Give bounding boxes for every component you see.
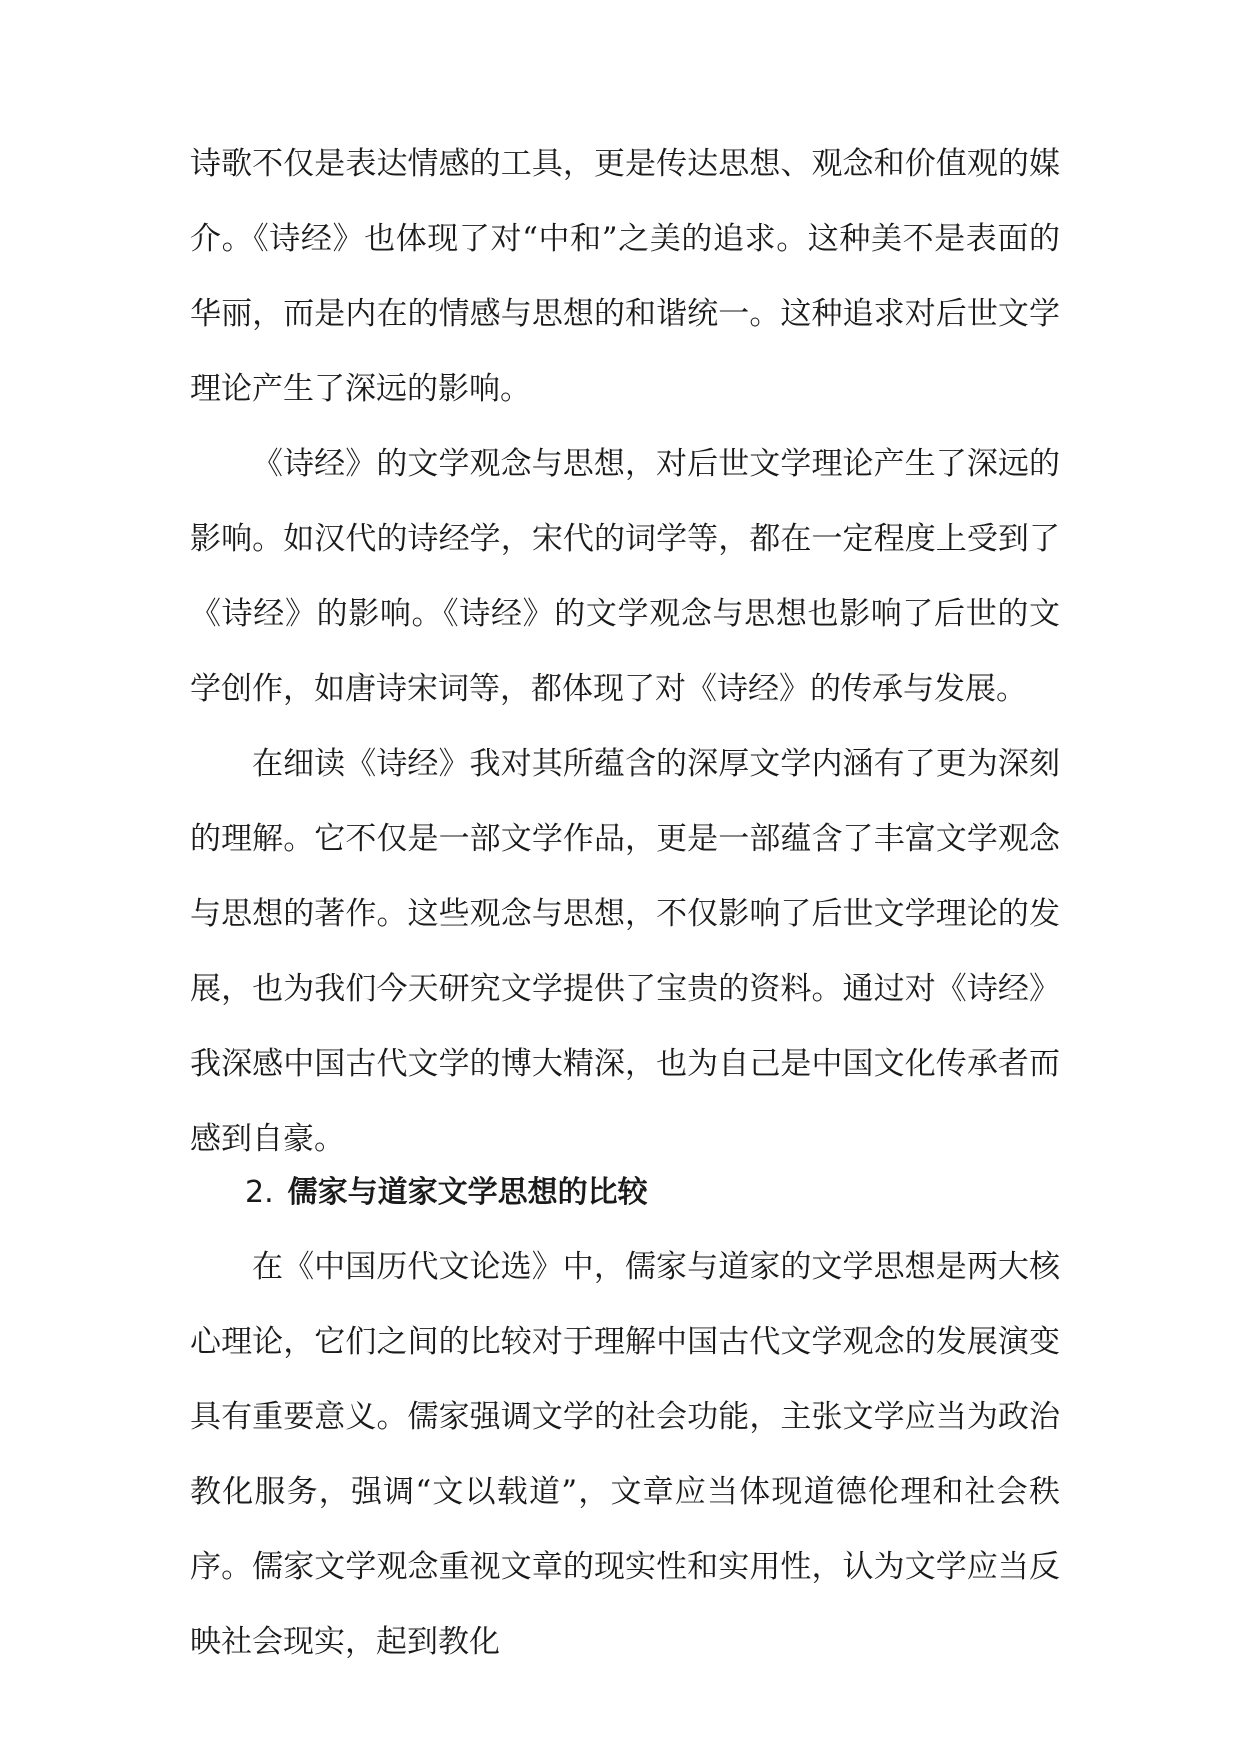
paragraph-1: 诗歌不仅是表达情感的工具，更是传达思想、观念和价值观的媒介。《诗经》也体现了对“中和”之美的追求。这种美不是表面的华丽，而是内在的情感与思想的和谐统一。这种追求对后世文学理论产生了深远的影响。 <box>190 146 1060 407</box>
section-heading <box>245 1155 648 1230</box>
paragraph-4: 在《中国历代文论选》中，儒家与道家的文学思想是两大核心理论，它们之间的比较对于理解中国古代文学观念的发展演变具有重要意义。儒家强调文学的社会功能，主张文学应当为政治教化服务，强调“文以载道”，文章应当体现道德伦理和社会秩序。儒家文学观念重视文章的现实性和实用性，认为文学应当反映社会现实，起到教化 <box>190 1249 1060 1660</box>
section-number: 2. <box>245 1175 274 1210</box>
section-title: 儒家与道家文学思想的比较 <box>287 1175 648 1210</box>
body-text-upper <box>190 127 1060 1177</box>
paragraph-3: 在细读《诗经》我对其所蕴含的深厚文学内涵有了更为深刻的理解。它不仅是一部文学作品，更是一部蕴含了丰富文学观念与思想的著作。这些观念与思想，不仅影响了后世文学理论的发展，也为我们今天研究文学提供了宝贵的资料。通过对《诗经》我深感中国古代文学的博大精深，也为自己是中国文化传承者而感到自豪。 <box>190 746 1060 1157</box>
paragraph-2: 《诗经》的文学观念与思想，对后世文学理论产生了深远的影响。如汉代的诗经学，宋代的词学等，都在一定程度上受到了《诗经》的影响。《诗经》的文学观念与思想也影响了后世的文学创作，如唐诗宋词等，都体现了对《诗经》的传承与发展。 <box>190 446 1060 707</box>
body-text-lower <box>190 1230 1060 1680</box>
